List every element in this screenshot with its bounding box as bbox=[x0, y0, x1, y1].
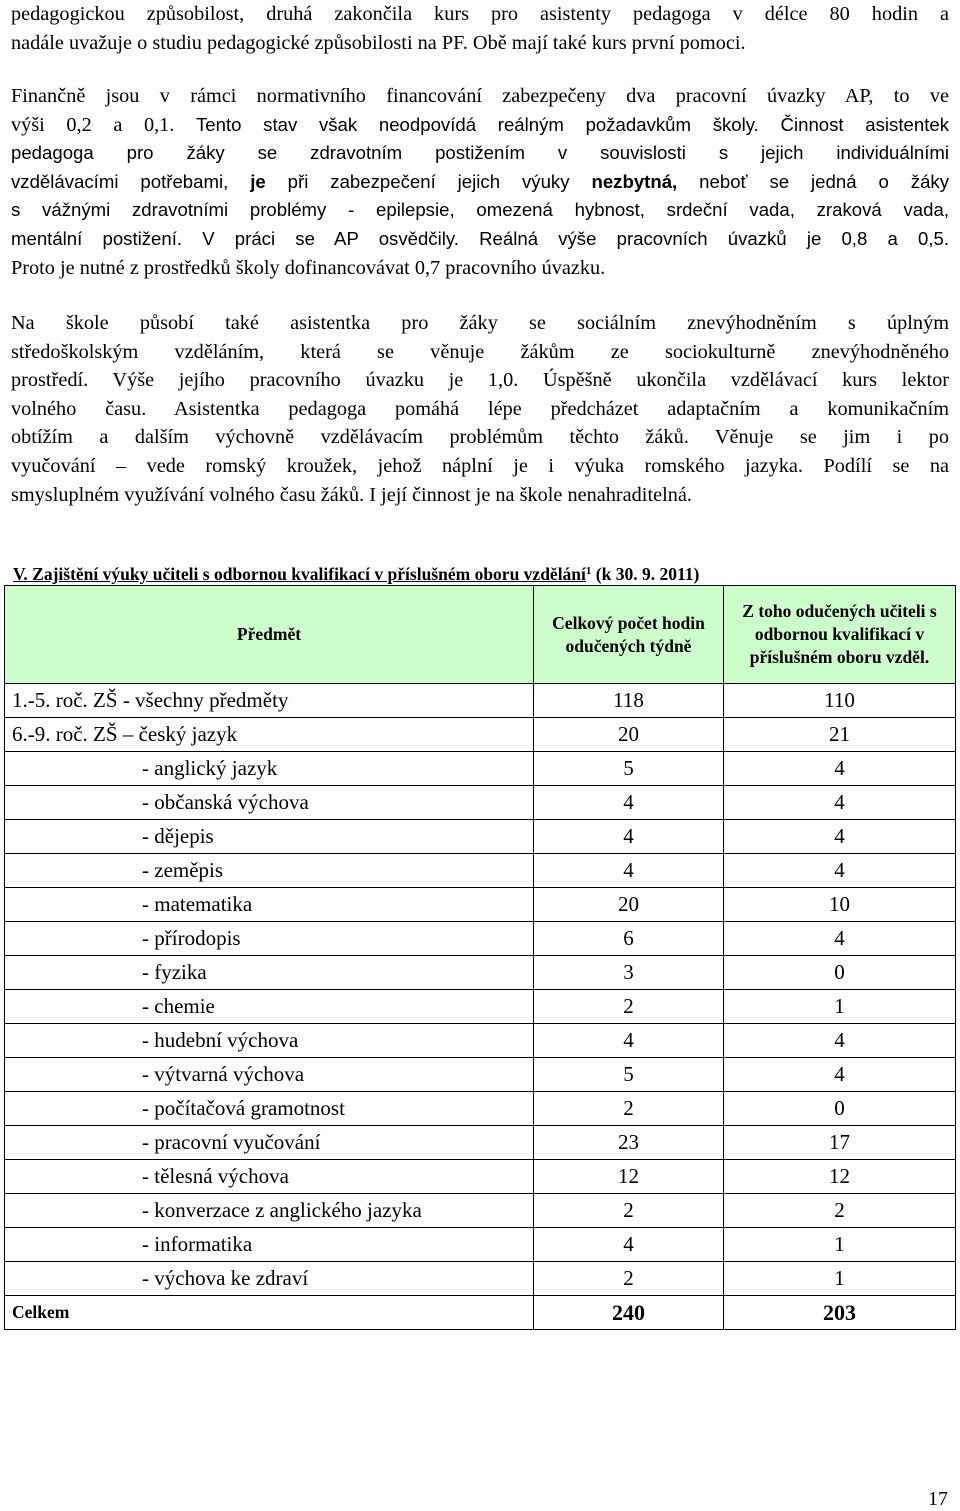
cell-qualified: 4 bbox=[724, 922, 956, 956]
text-line: Na škole působí také asistentka pro žáky se sociálním znevýhodněním s úplným bbox=[11, 312, 949, 334]
footnote-marker: 1 bbox=[585, 565, 592, 577]
text-line: pedagoga pro žáky se zdravotním postižením v souvislosti s jejich individuálními bbox=[11, 142, 949, 164]
paragraph-social-assistant bbox=[11, 309, 949, 509]
cell-hours: 2 bbox=[534, 1092, 724, 1126]
table-row bbox=[5, 1228, 956, 1262]
cell-qualified: 2 bbox=[724, 1194, 956, 1228]
table-total-row bbox=[5, 1296, 956, 1330]
cell-hours: 4 bbox=[534, 1228, 724, 1262]
cell-subject: - pracovní vyučování bbox=[5, 1126, 534, 1160]
table-row bbox=[5, 922, 956, 956]
text-line: mentální postižení. V práci se AP osvědčily. Reálná výše pracovních úvazků je 0,8 a 0,5. bbox=[11, 227, 949, 249]
table-row bbox=[5, 1126, 956, 1160]
cell-subject: - přírodopis bbox=[5, 922, 534, 956]
cell-qualified: 1 bbox=[724, 1228, 956, 1262]
qualification-table bbox=[4, 585, 956, 1330]
cell-hours: 2 bbox=[534, 1194, 724, 1228]
cell-subject: - konverzace z anglického jazyka bbox=[5, 1194, 534, 1228]
cell-hours: 118 bbox=[534, 684, 724, 718]
section-date: (k 30. 9. 2011) bbox=[595, 564, 700, 584]
header-qualified: Z toho odučených učiteli s odbornou kvalifikací v příslušném oboru vzděl. bbox=[724, 586, 956, 684]
section-title: Zajištění výuky učiteli s odbornou kvalifikací v příslušném oboru vzdělání bbox=[32, 564, 586, 584]
table-row bbox=[5, 854, 956, 888]
text-line: Finančně jsou v rámci normativního financování zabezpečeny dva pracovní úvazky AP, to ve bbox=[11, 85, 949, 107]
cell-subject: - výchova ke zdraví bbox=[5, 1262, 534, 1296]
cell-hours: 4 bbox=[534, 854, 724, 888]
cell-qualified: 0 bbox=[724, 956, 956, 990]
cell-qualified: 4 bbox=[724, 820, 956, 854]
cell-qualified: 10 bbox=[724, 888, 956, 922]
table-row bbox=[5, 1160, 956, 1194]
cell-hours: 20 bbox=[534, 888, 724, 922]
cell-qualified: 4 bbox=[724, 1024, 956, 1058]
cell-qualified: 4 bbox=[724, 1058, 956, 1092]
section-heading bbox=[13, 563, 953, 585]
page-number: 17 bbox=[928, 1488, 948, 1510]
cell-qualified: 4 bbox=[724, 854, 956, 888]
table-row bbox=[5, 820, 956, 854]
text-line bbox=[11, 168, 949, 197]
text-line: obtížím a dalším výchovně vzdělávacím problémům těchto žáků. Věnuje se jim i po bbox=[11, 426, 949, 449]
table-row bbox=[5, 786, 956, 820]
cell-hours: 12 bbox=[534, 1160, 724, 1194]
cell-qualified: 12 bbox=[724, 1160, 956, 1194]
cell-hours: 3 bbox=[534, 956, 724, 990]
table-row bbox=[5, 888, 956, 922]
cell-subject: - matematika bbox=[5, 888, 534, 922]
cell-subject: - informatika bbox=[5, 1228, 534, 1262]
cell-qualified: 4 bbox=[724, 752, 956, 786]
table-header-row bbox=[5, 586, 956, 684]
table-body bbox=[5, 684, 956, 1296]
cell-hours: 4 bbox=[534, 786, 724, 820]
paragraph-qualifications bbox=[11, 0, 949, 57]
table-row bbox=[5, 1194, 956, 1228]
text-fragment: neboť se jedná o žáky bbox=[677, 170, 949, 192]
text-line: nadále uvažuje o studiu pedagogické způsobilosti na PF. Obě mají také kurs první pomoci. bbox=[11, 31, 746, 54]
cell-hours: 5 bbox=[534, 752, 724, 786]
cell-subject: - dějepis bbox=[5, 820, 534, 854]
text-line: s vážnými zdravotními problémy - epilepsie, omezená hybnost, srdeční vada, zraková vada, bbox=[11, 199, 949, 221]
cell-subject: - tělesná výchova bbox=[5, 1160, 534, 1194]
header-subject: Předmět bbox=[5, 586, 534, 684]
cell-hours: 6 bbox=[534, 922, 724, 956]
cell-qualified: 21 bbox=[724, 718, 956, 752]
cell-qualified: 1 bbox=[724, 990, 956, 1024]
cell-subject: 6.-9. roč. ZŠ – český jazyk bbox=[5, 718, 534, 752]
table-row bbox=[5, 1262, 956, 1296]
header-hours: Celkový počet hodin odučených týdně bbox=[534, 586, 724, 684]
cell-qualified: 17 bbox=[724, 1126, 956, 1160]
cell-subject: - počítačová gramotnost bbox=[5, 1092, 534, 1126]
text-fragment: výši 0,2 a 0,1. bbox=[11, 113, 196, 136]
total-label: Celkem bbox=[5, 1296, 534, 1330]
table-row bbox=[5, 1058, 956, 1092]
table-row bbox=[5, 752, 956, 786]
text-line: volného času. Asistentka pedagoga pomáhá lépe předcházet adaptačním a komunikačním bbox=[11, 397, 949, 420]
table-row bbox=[5, 956, 956, 990]
cell-hours: 2 bbox=[534, 1262, 724, 1296]
table-row bbox=[5, 1024, 956, 1058]
cell-subject: - výtvarná výchova bbox=[5, 1058, 534, 1092]
text-line: vyučování – vede romský kroužek, jehož náplní je i výuka romského jazyka. Podílí se na bbox=[11, 454, 949, 477]
text-fragment: při zabezpečení jejich výuky bbox=[265, 170, 592, 192]
text-line: Proto je nutné z prostředků školy dofinancovávat 0,7 pracovního úvazku. bbox=[11, 256, 606, 279]
cell-subject: - hudební výchova bbox=[5, 1024, 534, 1058]
table-row bbox=[5, 990, 956, 1024]
emphasis-je: je bbox=[250, 170, 266, 192]
emphasis-nezbytna: nezbytná, bbox=[591, 170, 678, 192]
text-line: prostředí. Výše jejího pracovního úvazku je 1,0. Úspěšně ukončila vzdělávací kurs lektor bbox=[11, 369, 949, 392]
cell-subject: - zeměpis bbox=[5, 854, 534, 888]
paragraph-financing bbox=[11, 82, 949, 282]
text-line: pedagogickou způsobilost, druhá zakončila kurs pro asistenty pedagoga v délce 80 hodin a bbox=[11, 3, 949, 25]
text-fragment: Tento stav však neodpovídá reálným požadavkům školy. bbox=[195, 113, 759, 135]
cell-hours: 5 bbox=[534, 1058, 724, 1092]
text-fragment: vzdělávacími potřebami, bbox=[11, 170, 251, 192]
cell-subject: - anglický jazyk bbox=[5, 752, 534, 786]
text-line: smysluplném využívání volného času žáků. I její činnost je na škole nenahraditelná. bbox=[11, 483, 692, 506]
table-row bbox=[5, 1092, 956, 1126]
text-line: středoškolským vzděláním, která se věnuje žákům ze sociokulturně znevýhodněného bbox=[11, 340, 949, 363]
cell-hours: 20 bbox=[534, 718, 724, 752]
cell-qualified: 0 bbox=[724, 1092, 956, 1126]
text-line bbox=[11, 111, 949, 140]
cell-hours: 2 bbox=[534, 990, 724, 1024]
cell-subject: - chemie bbox=[5, 990, 534, 1024]
total-qualified: 203 bbox=[724, 1296, 956, 1330]
table-row bbox=[5, 718, 956, 752]
total-hours: 240 bbox=[534, 1296, 724, 1330]
table-row bbox=[5, 684, 956, 718]
cell-qualified: 110 bbox=[724, 684, 956, 718]
text-fragment: Činnost asistentek bbox=[758, 113, 950, 135]
cell-qualified: 4 bbox=[724, 786, 956, 820]
cell-hours: 4 bbox=[534, 820, 724, 854]
cell-subject: - fyzika bbox=[5, 956, 534, 990]
cell-hours: 4 bbox=[534, 1024, 724, 1058]
cell-subject: - občanská výchova bbox=[5, 786, 534, 820]
cell-hours: 23 bbox=[534, 1126, 724, 1160]
cell-subject: 1.-5. roč. ZŠ - všechny předměty bbox=[5, 684, 534, 718]
section-number: V. bbox=[13, 564, 28, 584]
cell-qualified: 1 bbox=[724, 1262, 956, 1296]
